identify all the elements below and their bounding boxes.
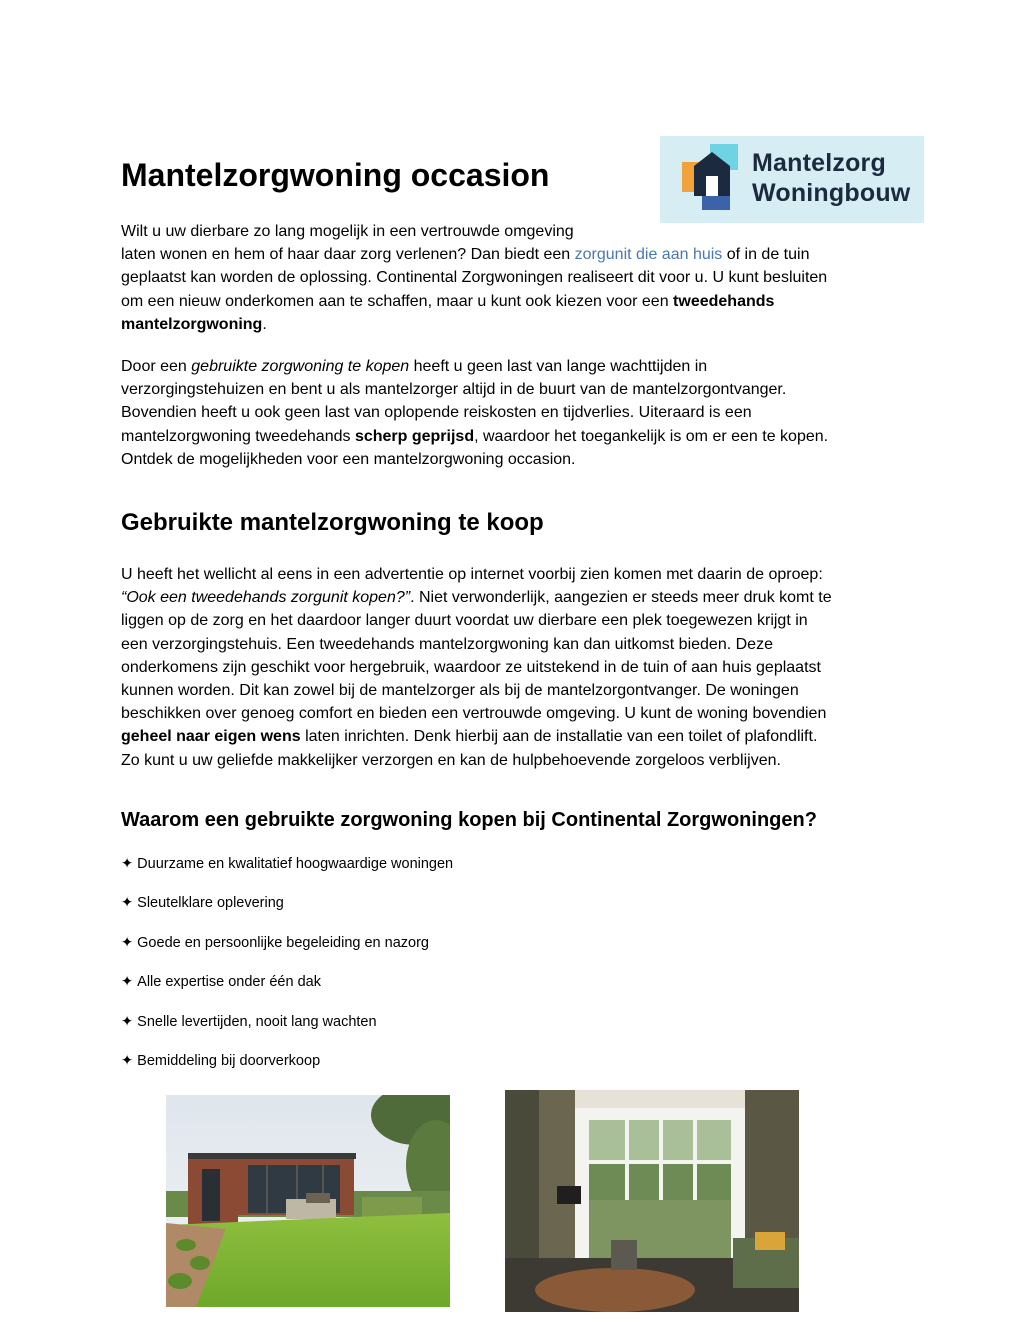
list-item-text: Bemiddeling bij doorverkoop — [137, 1052, 321, 1069]
para2-line-3: Bovendien heeft u ook geen last van oplopende reiskosten en tijdverlies. Uiteraard is een — [121, 404, 752, 422]
star-bullet-icon: ✦ — [121, 1052, 134, 1069]
intro-text: of in de tuin — [722, 246, 810, 264]
para3-text: . Niet verwonderlijk, aangezien er steeds meer druk komt te — [410, 589, 832, 607]
para3-italic-text: “Ook een tweedehands zorgunit kopen?” — [121, 589, 411, 607]
para3-bold-text: geheel naar eigen wens — [121, 728, 301, 746]
intro-line-4 — [121, 290, 911, 313]
para2-text: Door een — [121, 358, 192, 375]
list-item — [121, 853, 453, 892]
section-heading-used-homes: Gebruikte mantelzorgwoning te koop — [121, 509, 544, 536]
para3-line-2 — [121, 586, 911, 609]
list-item-text: Alle expertise onder één dak — [137, 974, 321, 991]
para2-line-4 — [121, 425, 911, 448]
para3-line-6: kunnen worden. Dit kan zowel bij de mantelzorger als bij de mantelzorgontvanger. De woningen — [121, 682, 799, 700]
benefits-list — [121, 853, 453, 1089]
intro-text: . — [262, 315, 267, 333]
para3-text: laten inrichten. Denk hierbij aan de installatie van een toilet of plafondlift. — [300, 728, 818, 746]
intro-bold-text: mantelzorgwoning — [121, 315, 263, 333]
list-item — [121, 932, 453, 971]
intro-line-3: geplaatst kan worden de oplossing. Continental Zorgwoningen realiseert dit voor u. U kunt besluiten — [121, 269, 828, 287]
list-item — [121, 971, 453, 1010]
para2-italic-text: gebruikte zorgwoning te kopen — [191, 358, 410, 375]
para3-line-7: beschikken over genoeg comfort en bieden een vertrouwde omgeving. U kunt de woning bovendien — [121, 705, 827, 723]
list-item-text: Goede en persoonlijke begeleiding en nazorg — [137, 934, 429, 951]
intro-line-1: Wilt u uw dierbare zo lang mogelijk in een vertrouwde omgeving — [121, 223, 574, 240]
intro-text: laten wonen en hem of haar daar zorg verlenen? Dan biedt een — [121, 246, 575, 264]
para2-line-2: verzorgingstehuizen en bent u als mantelzorger altijd in de buurt van de mantelzorgontvanger. — [121, 381, 787, 399]
para2-bold-text: scherp geprijsd — [354, 427, 475, 445]
star-bullet-icon: ✦ — [121, 934, 134, 951]
list-item — [121, 1011, 453, 1050]
intro-line-5 — [121, 313, 911, 336]
star-bullet-icon: ✦ — [121, 856, 134, 872]
second-paragraph — [121, 355, 911, 471]
company-logo — [660, 136, 924, 223]
para2-line-1 — [121, 355, 911, 378]
page-title: Mantelzorgwoning occasion — [121, 157, 550, 193]
third-paragraph — [121, 563, 911, 772]
list-item — [121, 892, 453, 931]
star-bullet-icon: ✦ — [121, 1013, 134, 1030]
para3-line-4: een verzorgingstehuis. Een tweedehands mantelzorgwoning kan dan uitkomst bieden. Deze — [121, 635, 773, 653]
intro-bold-text: tweedehands — [673, 292, 775, 310]
logo-line-1: Mantelzorg — [752, 149, 886, 177]
para3-line-9: Zo kunt u uw geliefde makkelijker verzorgen en kan de hulpbehoevende zorgeloos verblijven. — [121, 751, 781, 769]
para2-text: heeft u geen last van lange wachttijden in — [409, 358, 708, 375]
para2-text: , waardoor het toegankelijk is om er een te kopen. — [474, 427, 829, 445]
intro-line-2 — [121, 243, 911, 266]
para2-line-5: Ontdek de mogelijkheden voor een mantelzorgwoning occasion. — [121, 450, 576, 468]
logo-wordmark — [752, 148, 910, 208]
interior-photo — [505, 1090, 799, 1312]
list-item-text: Sleutelklare oplevering — [137, 895, 284, 912]
logo-line-2: Woningbouw — [752, 179, 911, 207]
zorgunit-link[interactable]: zorgunit die aan huis — [574, 246, 723, 264]
para3-line-1: U heeft het wellicht al eens in een advertentie op internet voorbij zien komen met daarin de oproep: — [121, 566, 823, 583]
list-item-text: Snelle levertijden, nooit lang wachten — [137, 1013, 377, 1030]
exterior-photo — [166, 1095, 450, 1307]
star-bullet-icon: ✦ — [121, 895, 134, 912]
intro-text: om een nieuw onderkomen aan te schaffen, maar u kunt ook kiezen voor een — [121, 292, 674, 310]
para2-text: mantelzorgwoning tweedehands — [121, 427, 355, 445]
list-item-text: Duurzame en kwalitatief hoogwaardige woningen — [137, 856, 454, 872]
list-item — [121, 1050, 453, 1089]
para3-line-3: liggen op de zorg en het daardoor langer duurt voordat uw dierbare een plek toegewezen krijgt in — [121, 612, 808, 630]
para3-line-5: onderkomens zijn geschikt voor hergebruik, waardoor ze uitstekend in de tuin of aan huis geplaatst — [121, 658, 821, 676]
house-logo-icon — [680, 144, 746, 214]
intro-paragraph — [121, 220, 911, 336]
section-heading-why-buy: Waarom een gebruikte zorgwoning kopen bij Continental Zorgwoningen? — [121, 809, 817, 831]
para3-line-8 — [121, 725, 911, 748]
star-bullet-icon: ✦ — [121, 974, 134, 991]
